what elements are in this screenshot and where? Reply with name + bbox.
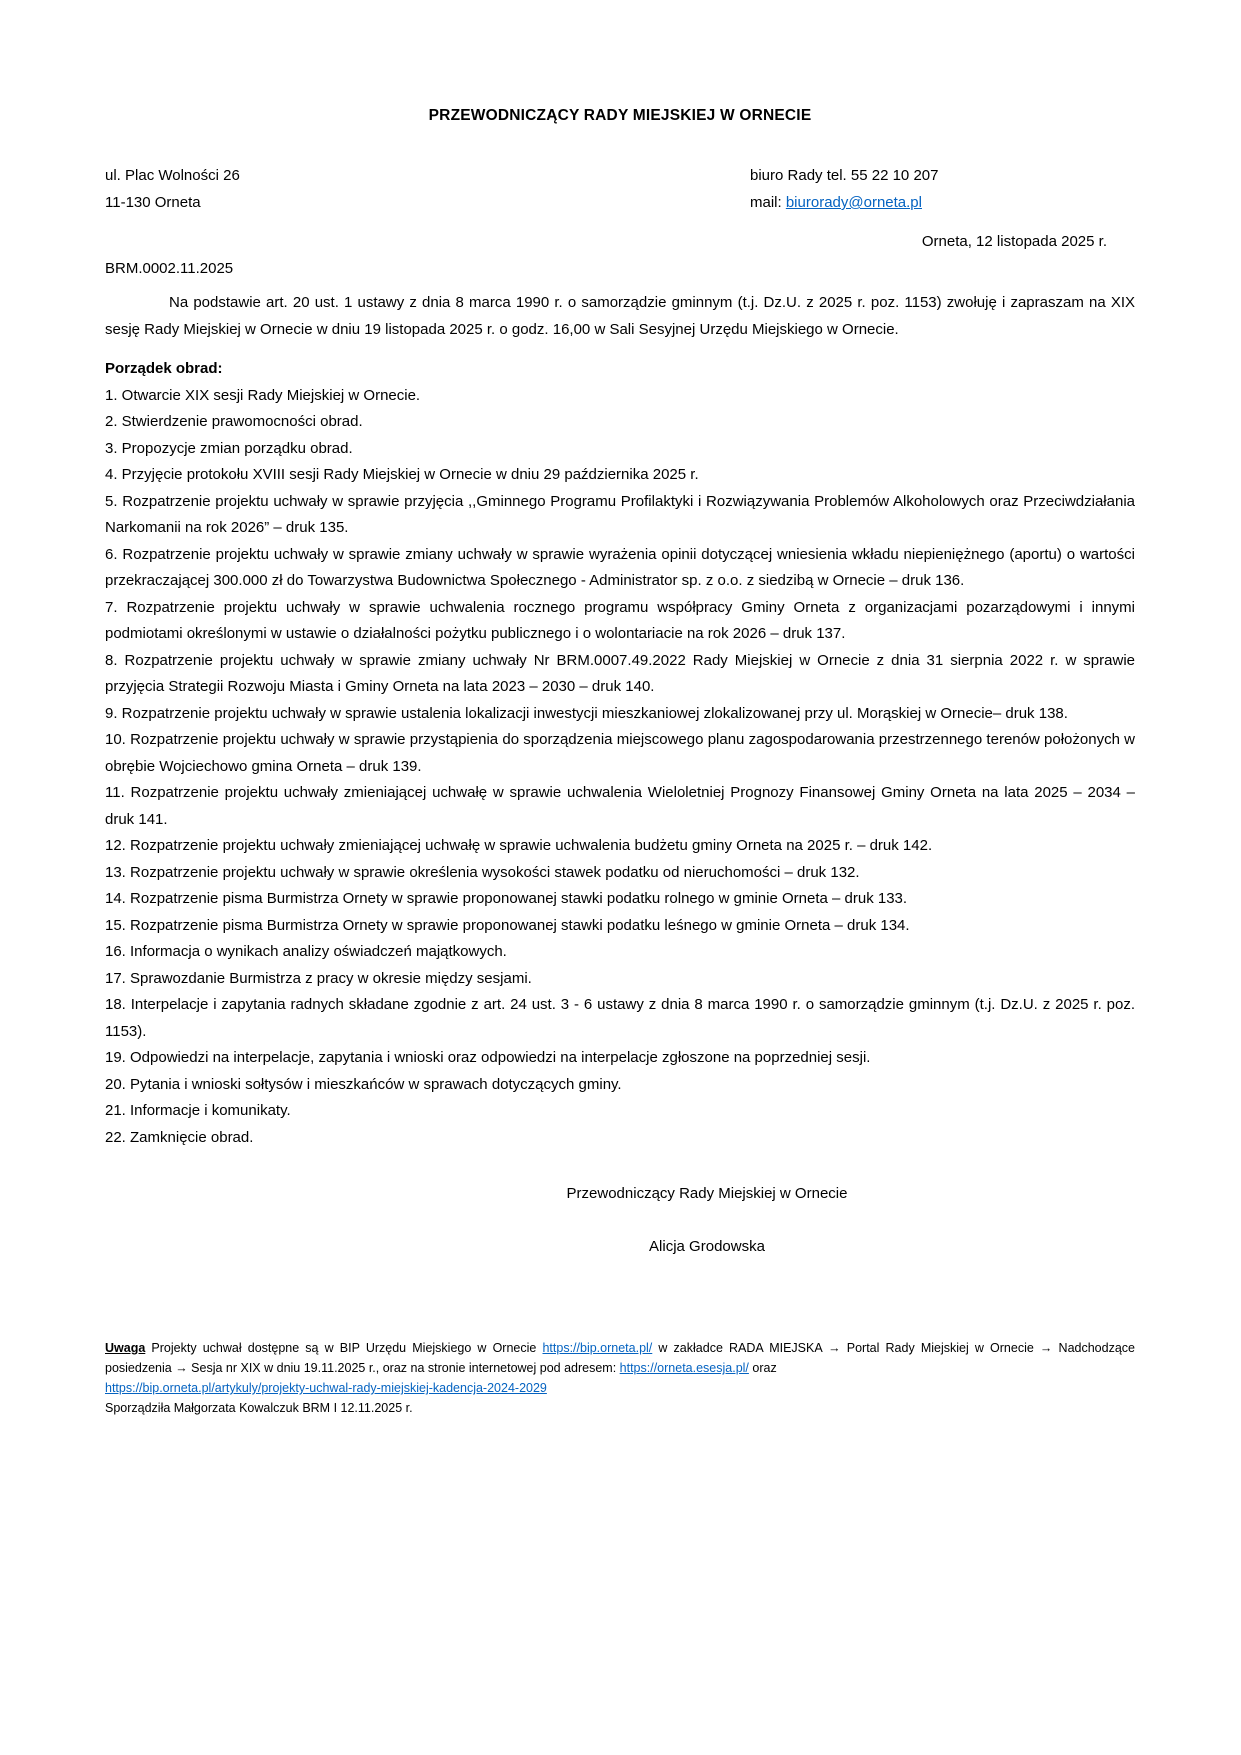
dateline: Orneta, 12 listopada 2025 r. [921,233,1107,250]
note-label: Uwaga [105,1341,146,1355]
footer-note [105,1338,1135,1418]
esesja-link[interactable]: https://orneta.esesja.pl/ [619,1361,749,1375]
agenda-item-4: 4. Przyjęcie protokołu XVIII sesji Rady Miejskiej w Ornecie w dniu 29 października 2025 r. [105,466,699,483]
note-text-2: w zakładce RADA MIEJSKA → Portal Rady Miejskiej w Ornecie → Nadchodzące posiedzenia → Sesja nr XIX w dniu 19.11.2025 r., oraz na stronie internetowej pod adresem: [105,1341,1135,1375]
note-text-3: oraz [748,1361,777,1375]
prepared-by: Sporządziła Małgorzata Kowalczuk BRM I 12.11.2025 r. [105,1401,413,1415]
agenda-item-9: 9. Rozpatrzenie projektu uchwały w sprawie ustalenia lokalizacji inwestycji mieszkaniowej zlokalizowanej przy ul. Morąskiej w Ornecie– druk 138. [105,704,1068,722]
mail-link[interactable]: biurorady@orneta.pl [785,194,922,211]
mail-label: mail: [750,194,782,211]
agenda-item-20: 20. Pytania i wnioski sołtysów i mieszkańców w sprawach dotyczących gminy. [105,1075,622,1093]
projects-link[interactable]: https://bip.orneta.pl/artykuly/projekty-uchwal-rady-miejskiej-kadencja-2024-2029 [105,1381,547,1395]
address-line-2: 11-130 Orneta [105,194,201,211]
agenda-item-2: 2. Stwierdzenie prawomocności obrad. [105,413,363,430]
projects-link-line [105,1378,1135,1398]
agenda-item-1: 1. Otwarcie XIX sesji Rady Miejskiej w Ornecie. [105,386,421,404]
agenda-item-11: 11. Rozpatrzenie projektu uchwały zmieniającej uchwałę w sprawie uchwalenia Wieloletniej Prognozy Finansowej Gminy Orneta na lata 2025 – 2034 – druk 141. [105,784,1135,828]
phone-line: biuro Rady tel. 55 22 10 207 [750,167,939,184]
agenda-item-18: 18. Interpelacje i zapytania radnych składane zgodnie z art. 24 ust. 3 - 6 ustawy z dnia 8 marca 1990 r. o samorządzie gminnym (t.j. Dz.U. z 2025 r. poz. 1153). [105,996,1135,1040]
document-title: PRZEWODNICZĄCY RADY MIEJSKIEJ W ORNECIE [428,107,812,124]
signature-block [279,1181,1135,1260]
note-text-1: Projekty uchwał dostępne są w BIP Urzędu Miejskiego w Ornecie [145,1341,543,1355]
mail-line [750,189,1135,216]
agenda-item-10: 10. Rozpatrzenie projektu uchwały w sprawie przystąpienia do sporządzenia miejscowego planu zagospodarowania przestrzennego terenów położonych w obrębie Wojciechowo gmina Orneta – druk 139. [105,731,1135,775]
agenda-heading: Porządek obrad: [105,360,223,377]
bip-link[interactable]: https://bip.orneta.pl/ [542,1341,653,1355]
reference-number: BRM.0002.11.2025 [105,260,234,277]
sender-address [105,162,750,216]
agenda-item-14: 14. Rozpatrzenie pisma Burmistrza Ornety w sprawie proponowanej stawki podatku rolnego w gminie Orneta – druk 133. [105,890,908,907]
intro-paragraph: Na podstawie art. 20 ust. 1 ustawy z dnia 8 marca 1990 r. o samorządzie gminnym (t.j. Dz.U. z 2025 r. poz. 1153) zwołuję i zapraszam na XIX sesję Rady Miejskiej w Ornecie w dniu 19 listopada 2025 r. o godz. 16,00 w Sali Sesyjnej Urzędu Miejskiego w Ornecie. [105,294,1135,338]
letterhead [105,162,1135,216]
agenda-item-12: 12. Rozpatrzenie projektu uchwały zmieniającej uchwałę w sprawie uchwalenia budżetu gminy Orneta na 2025 r. – druk 142. [105,837,933,854]
agenda-item-19: 19. Odpowiedzi na interpelacje, zapytania i wnioski oraz odpowiedzi na interpelacje zgłoszone na poprzedniej sesji. [105,1049,871,1066]
agenda-item-5: 5. Rozpatrzenie projektu uchwały w sprawie przyjęcia ,,Gminnego Programu Profilaktyki i Rozwiązywania Problemów Alkoholowych oraz Przeciwdziałania Narkomanii na rok 2026” – druk 135. [105,492,1135,536]
agenda-item-15: 15. Rozpatrzenie pisma Burmistrza Ornety w sprawie proponowanej stawki podatku leśnego w gminie Orneta – druk 134. [105,916,910,934]
agenda-item-6: 6. Rozpatrzenie projektu uchwały w sprawie zmiany uchwały w sprawie wyrażenia opinii dotyczącej wniesienia wkładu niepieniężnego (aportu) o wartości przekraczającej 300.000 zł do Towarzystwa Budownictwa Społecznego - Administrator sp. z o.o. z siedzibą w Ornecie – druk 136. [105,545,1135,589]
agenda-item-7: 7. Rozpatrzenie projektu uchwały w sprawie uchwalenia rocznego programu współpracy Gminy Orneta z organizacjami pozarządowymi i innymi podmiotami określonymi w ustawie o działalności pożytku publicznego i o wolontariacie na rok 2026 – druk 137. [105,598,1135,642]
agenda-item-16: 16. Informacja o wynikach analizy oświadczeń majątkowych. [105,943,507,960]
agenda-item-3: 3. Propozycje zmian porządku obrad. [105,439,353,457]
address-line-1: ul. Plac Wolności 26 [105,167,240,184]
signature-role: Przewodniczący Rady Miejskiej w Ornecie [566,1185,848,1202]
agenda-item-8: 8. Rozpatrzenie projektu uchwały w sprawie zmiany uchwały Nr BRM.0007.49.2022 Rady Miejskiej w Ornecie z dnia 31 sierpnia 2022 r. w sprawie przyjęcia Strategii Rozwoju Miasta i Gminy Orneta na lata 2023 – 2030 – druk 140. [105,651,1135,695]
contact-info [750,162,1135,216]
agenda-item-21: 21. Informacje i komunikaty. [105,1102,291,1119]
agenda-item-13: 13. Rozpatrzenie projektu uchwały w sprawie określenia wysokości stawek podatku od nieruchomości – druk 132. [105,863,860,881]
agenda-list [105,383,1135,1152]
agenda-item-17: 17. Sprawozdanie Burmistrza z pracy w okresie między sesjami. [105,969,532,987]
signature-name: Alicja Grodowska [649,1237,765,1255]
agenda-item-22: 22. Zamknięcie obrad. [105,1128,254,1146]
footer-paragraph [105,1338,1135,1378]
